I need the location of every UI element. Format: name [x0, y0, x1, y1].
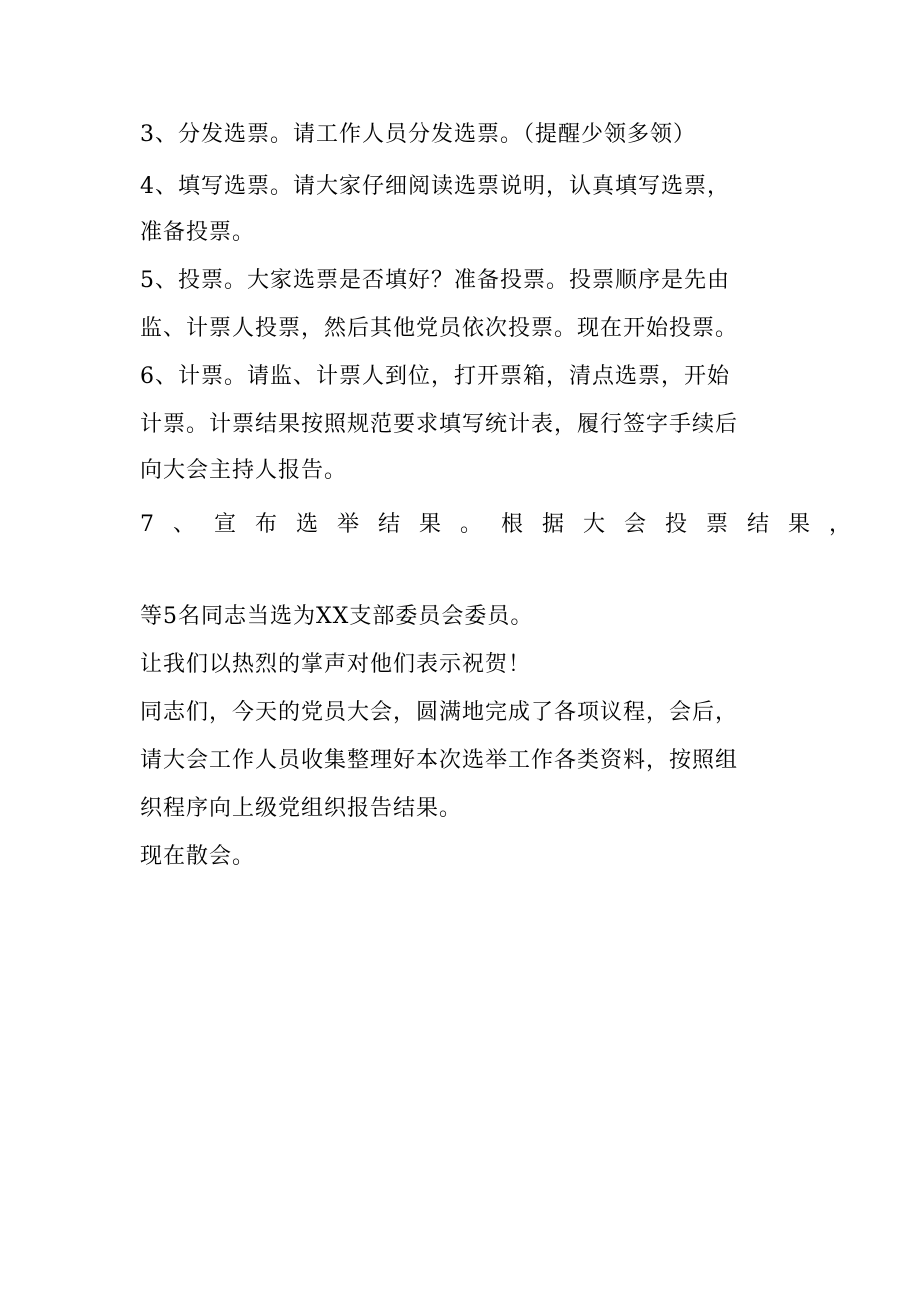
step-4-fill-ballots: 4、填写选票。请大家仔细阅读选票说明，认真填写选票，: [140, 174, 730, 199]
step-5-voting: 5、投票。大家选票是否填好？准备投票。投票顺序是先由: [140, 268, 730, 293]
closing-paragraph-1: 同志们，今天的党员大会，圆满地完成了各项议程，会后，: [140, 700, 739, 725]
step-4-continuation: 准备投票。: [140, 220, 256, 245]
step-3-distribute-ballots: 3、分发选票。请工作人员分发选票。（提醒少领多领）: [140, 122, 696, 147]
step-5-continuation: 监、计票人投票，然后其他党员依次投票。现在开始投票。: [140, 316, 739, 341]
meeting-adjourned: 现在散会。: [140, 844, 256, 869]
elected-members: 等5名同志当选为XX支部委员会委员。: [140, 604, 534, 629]
step-6-continuation-2: 向大会主持人报告。: [140, 458, 348, 483]
step-7-announce-results: 7、宣布选举结果。根据大会投票结果，: [140, 512, 870, 537]
closing-paragraph-3: 织程序向上级党组织报告结果。: [140, 796, 463, 821]
applause-line: 让我们以热烈的掌声对他们表示祝贺！: [140, 652, 532, 677]
closing-paragraph-2: 请大会工作人员收集整理好本次选举工作各类资料，按照组: [140, 748, 739, 773]
step-6-continuation-1: 计票。计票结果按照规范要求填写统计表，履行签字手续后: [140, 412, 739, 437]
step-6-counting: 6、计票。请监、计票人到位，打开票箱，清点选票，开始: [140, 364, 730, 389]
